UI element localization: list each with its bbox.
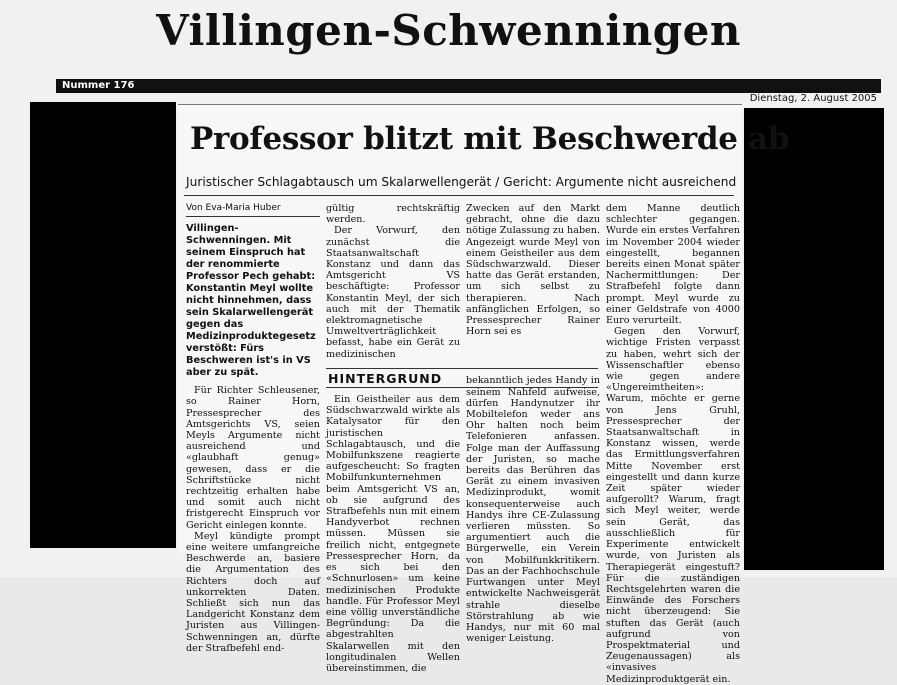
masthead-rule (56, 79, 881, 93)
issue-date: Dienstag, 2. August 2005 (749, 93, 877, 104)
article-paragraph: Gegen den Vorwurf, wichtige Fristen verpasst zu haben, wehrt sich der Wissenschaftler ebenso wie gegen andere «Ungereimtheiten»: Warum, möchte er gerne von Jens Gruhl, Pressesprecher der Staatsanwaltschaft in Konstanz wissen, werde das Ermittlungsverfahren Mitte November erst eingestellt und dann kurze Zeit später wieder aufgerollt? Warum, fragt sich Meyl weiter, werde sein Gerät, das ausschließlich für Experimente entwickelt wurde, von Juristen als Therapiegerät eingestuft? Für die zuständigen Rechtsgelehrten waren die Einwände des Forschers nicht überzeugend: Sie stuften das Gerät (auch aufgrund von Prospektmaterial und Zeugenaussagen) als «invasives Medizinproduktgerät ein. (606, 326, 740, 685)
article-lead: Villingen-Schwenningen. Mit seinem Einspruch hat der renommierte Professor Pech gehabt: Konstantin Meyl wollte nicht hinnehmen, dass sein Skalarwellengerät gegen das Medizinproduktegesetz verstößt: Fürs Beschweren ist's in VS aber zu spät. (186, 223, 316, 379)
hintergrund-paragraph: bekanntlich jedes Handy in seinem Nahfeld aufweise, dürfen Handynutzer ihr Mobiltelefon weder ans Ohr halten noch beim Telefonieren anfassen. Folge man der Auffassung der Juristen, so mache bereits das Berühren das Gerät zu einem invasiven Medizinprodukt, womit konsequenterweise auch Handys ihre CE-Zulassung verlieren müssten. So argumentiert auch die Bürgerwelle, ein Verein von Mobilfunkkritikern. Das an der Fachhochschule Furtwangen unter Meyl entwickelte Nachweisgerät strahle dieselbe Störstrahlung ab wie Handys, nur mit 60 mal weniger Leistung. (466, 375, 600, 645)
article-column-2 (326, 203, 460, 674)
article-column-3 (466, 203, 600, 644)
article-paragraph: gültig rechtskräftig werden. (326, 203, 460, 226)
redacted-area-right (744, 108, 884, 570)
article (178, 104, 790, 685)
redacted-area-left (30, 102, 176, 548)
article-paragraph: Meyl kündigte prompt eine weitere umfangreiche Beschwerde an, basiere die Argumentation des Richters doch auf unkorrekten Daten. Schließt sich nun das Landgericht Konstanz dem Juristen aus Villingen-Schwenningen an, dürfte der Strafbefehl end- (186, 530, 320, 654)
issue-number: Nummer 176 (62, 80, 135, 91)
hintergrund-paragraph: Ein Geistheiler aus dem Südschwarzwald wirkte als Katalysator für den juristischen Schlagabtausch, und die Mobilfunkszene reagierte aufgescheucht: So fragten Mobilfunkunternehmen beim Amtsgericht VS an, ob sie aufgrund des Strafbefehls nun mit einem Handyverbot rechnen müssen. Müssen sie freilich nicht, entgegnete Pressesprecher Horn, da es sich bei den «Schnurlosen» um keine medizinischen Produkte handle. Für Professor Meyl eine völlig unverständliche Begründung: Da die abgestrahlten Skalarwellen mit den longitudinalen Wellen übereinstimmen, die (326, 394, 460, 674)
article-paragraph: Für Richter Schleusener, so Rainer Horn, Pressesprecher des Amtsgerichts VS, seien Meyls Argumente nicht ausreichend und «glaubhaft genug» gewesen, dass er die Schriftstücke nicht rechtzeitig erhalten habe und somit auch nicht fristgerecht Einspruch vor Gericht einlegen konnte. (186, 385, 320, 531)
article-paragraph: Der Vorwurf, den zunächst die Staatsanwaltschaft Konstanz und dann das Amtsgericht VS beschäftigte: Professor Konstantin Meyl, der sich auch mit der Thematik elektromagnetische Umweltverträglichkeit befasst, habe ein Gerät zu medizinischen (326, 225, 460, 360)
article-column-4 (606, 203, 740, 685)
headline-divider (184, 195, 734, 196)
article-subheadline: Juristischer Schlagabtausch um Skalarwellengerät / Gericht: Argumente nicht ausreichend (186, 175, 737, 189)
article-paragraph: Zwecken auf den Markt gebracht, ohne die dazu nötige Zulassung zu haben. Angezeigt wurde Meyl von einem Geistheiler aus dem Südschwarzwald. Dieser hatte das Gerät erstanden, um sich selbst zu therapieren. Nach anfänglichen Erfolgen, so Pressesprecher Rainer Horn sei es (466, 203, 601, 338)
article-column-1 (186, 203, 320, 654)
byline: Von Eva-Maria Huber (186, 203, 320, 217)
hintergrund-title: HINTERGRUND (326, 368, 598, 388)
article-paragraph: dem Manne deutlich schlechter gegangen. Wurde ein erstes Verfahren im November 2004 wieder eingestellt, begannen bereits einen Monat später Nachermittlungen: Der Strafbefehl folgte dann prompt. Meyl wurde zu einer Geldstrafe von 4000 Euro verurteilt. (606, 203, 740, 327)
article-headline: Professor blitzt mit Beschwerde ab (190, 121, 790, 157)
newspaper-masthead: Villingen-Schwenningen (156, 6, 741, 55)
spacer (466, 337, 600, 375)
